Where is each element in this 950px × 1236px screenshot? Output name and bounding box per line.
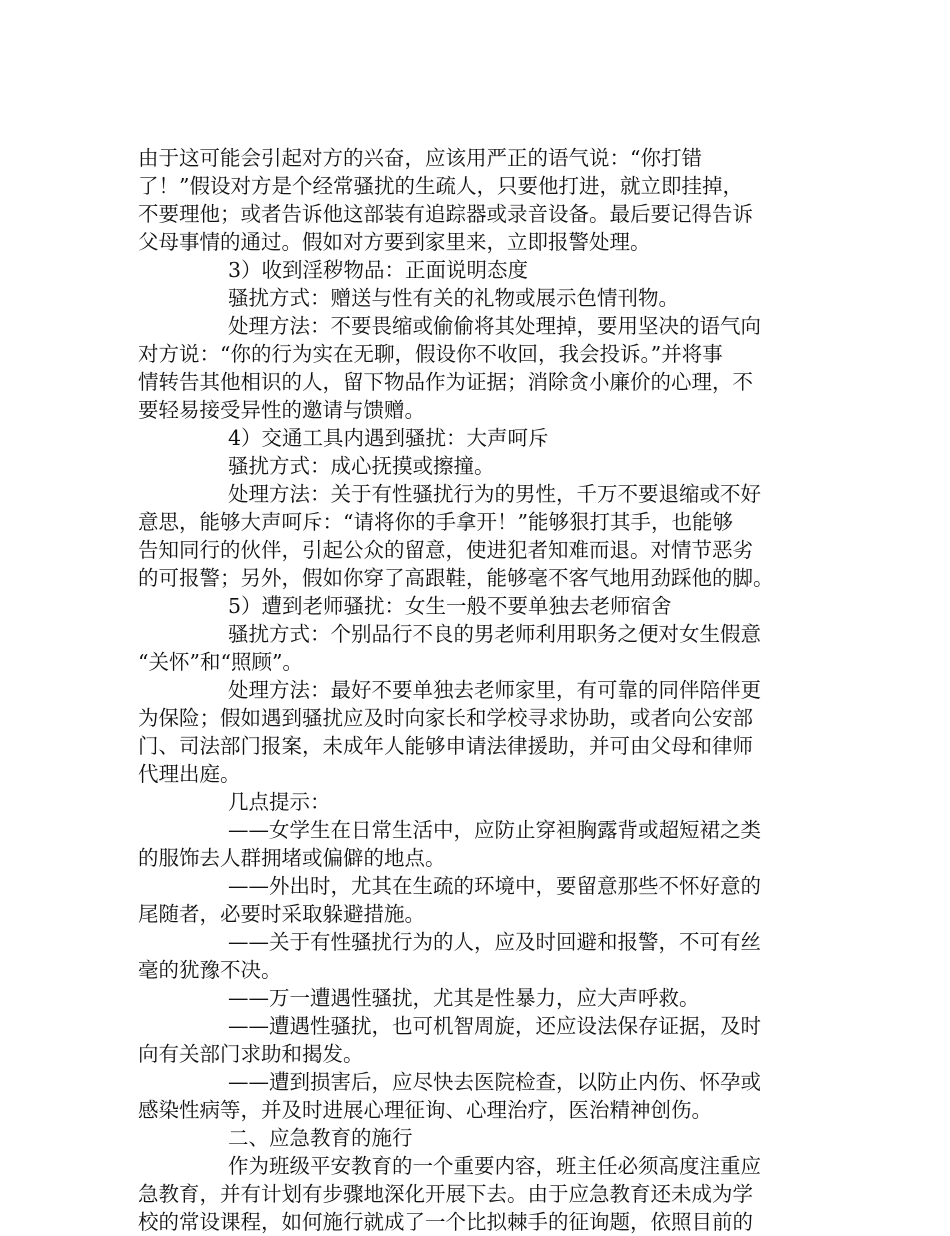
text-line: 处理方法：最好不要单独去老师家里，有可靠的同伴陪伴更 bbox=[228, 678, 761, 702]
section-heading: 4）交通工具内遇到骚扰：大声呵斥 bbox=[228, 426, 549, 450]
text-line: 门、司法部门报案，未成年人能够申请法律援助，并可由父母和律师 bbox=[138, 734, 753, 758]
section-heading: 二、应急教育的施行 bbox=[228, 1126, 413, 1150]
text-line: 意思，能够大声呵斥：“请将你的手拿开！”能够狠打其手，也能够 bbox=[138, 510, 733, 534]
tip-item: ——遭到损害后，应尽快去医院检查，以防止内伤、怀孕或 bbox=[228, 1070, 761, 1094]
text-line: 为保险；假如遇到骚扰应及时向家长和学校寻求协助，或者向公安部 bbox=[138, 706, 753, 730]
text-line: 急教育，并有计划有步骤地深化开展下去。由于应急教育还未成为学 bbox=[138, 1182, 753, 1206]
text-line: 尾随者，必要时采取躲避措施。 bbox=[138, 902, 425, 926]
tip-item: ——女学生在日常生活中，应防止穿袒胸露背或超短裙之类 bbox=[228, 818, 761, 842]
text-line: 的服饰去人群拥堵或偏僻的地点。 bbox=[138, 846, 446, 870]
text-line: 作为班级平安教育的一个重要内容，班主任必须高度注重应 bbox=[228, 1154, 761, 1178]
text-line: 骚扰方式：成心抚摸或擦撞。 bbox=[228, 454, 495, 478]
text-line: 毫的犹豫不决。 bbox=[138, 958, 282, 982]
section-heading: 5）遭到老师骚扰：女生一般不要单独去老师宿舍 bbox=[228, 594, 672, 618]
text-line: 对方说：“你的行为实在无聊，假设你不收回，我会投诉。”并将事 bbox=[138, 342, 723, 366]
text-line: 由于这可能会引起对方的兴奋，应该用严正的语气说：“你打错 bbox=[138, 146, 702, 170]
tip-item: ——遭遇性骚扰，也可机智周旋，还应设法保存证据，及时 bbox=[228, 1014, 761, 1038]
text-line: 校的常设课程，如何施行就成了一个比拟棘手的征询题，依照目前的 bbox=[138, 1210, 753, 1234]
text-line: 代理出庭。 bbox=[138, 762, 241, 786]
text-line: 不要理他；或者告诉他这部装有追踪器或录音设备。最后要记得告诉 bbox=[138, 202, 753, 226]
text-line: 情转告其他相识的人，留下物品作为证据；消除贪小廉价的心理，不 bbox=[138, 370, 753, 394]
text-line: 处理方法：不要畏缩或偷偷将其处理掉，要用坚决的语气向 bbox=[228, 314, 761, 338]
text-line: 感染性病等，并及时进展心理征询、心理治疗，医治精神创伤。 bbox=[138, 1098, 712, 1122]
text-line: 骚扰方式：个别品行不良的男老师利用职务之便对女生假意 bbox=[228, 622, 761, 646]
tip-item: ——万一遭遇性骚扰，尤其是性暴力，应大声呼救。 bbox=[228, 986, 700, 1010]
tip-item: ——关于有性骚扰行为的人，应及时回避和报警，不可有丝 bbox=[228, 930, 761, 954]
section-heading: 几点提示： bbox=[228, 790, 331, 814]
text-line: 向有关部门求助和揭发。 bbox=[138, 1042, 364, 1066]
tip-item: ——外出时，尤其在生疏的环境中，要留意那些不怀好意的 bbox=[228, 874, 761, 898]
text-line: 告知同行的伙伴，引起公众的留意，使进犯者知难而退。对情节恶劣 bbox=[138, 538, 753, 562]
text-line: 处理方法：关于有性骚扰行为的男性，千万不要退缩或不好 bbox=[228, 482, 761, 506]
text-line: “关怀”和“照顾”。 bbox=[138, 650, 303, 674]
text-line: 要轻易接受异性的邀请与馈赠。 bbox=[138, 398, 425, 422]
text-line: 父母事情的通过。假如对方要到家里来，立即报警处理。 bbox=[138, 230, 651, 254]
text-line: 了！”假设对方是个经常骚扰的生疏人，只要他打进，就立即挂掉， bbox=[138, 174, 743, 198]
text-line: 的可报警；另外，假如你穿了高跟鞋，能够毫不客气地用劲踩他的脚。 bbox=[138, 566, 774, 590]
text-line: 骚扰方式：赠送与性有关的礼物或展示色情刊物。 bbox=[228, 286, 679, 310]
section-heading: 3）收到淫秽物品：正面说明态度 bbox=[228, 258, 529, 282]
document-body bbox=[138, 144, 818, 1236]
